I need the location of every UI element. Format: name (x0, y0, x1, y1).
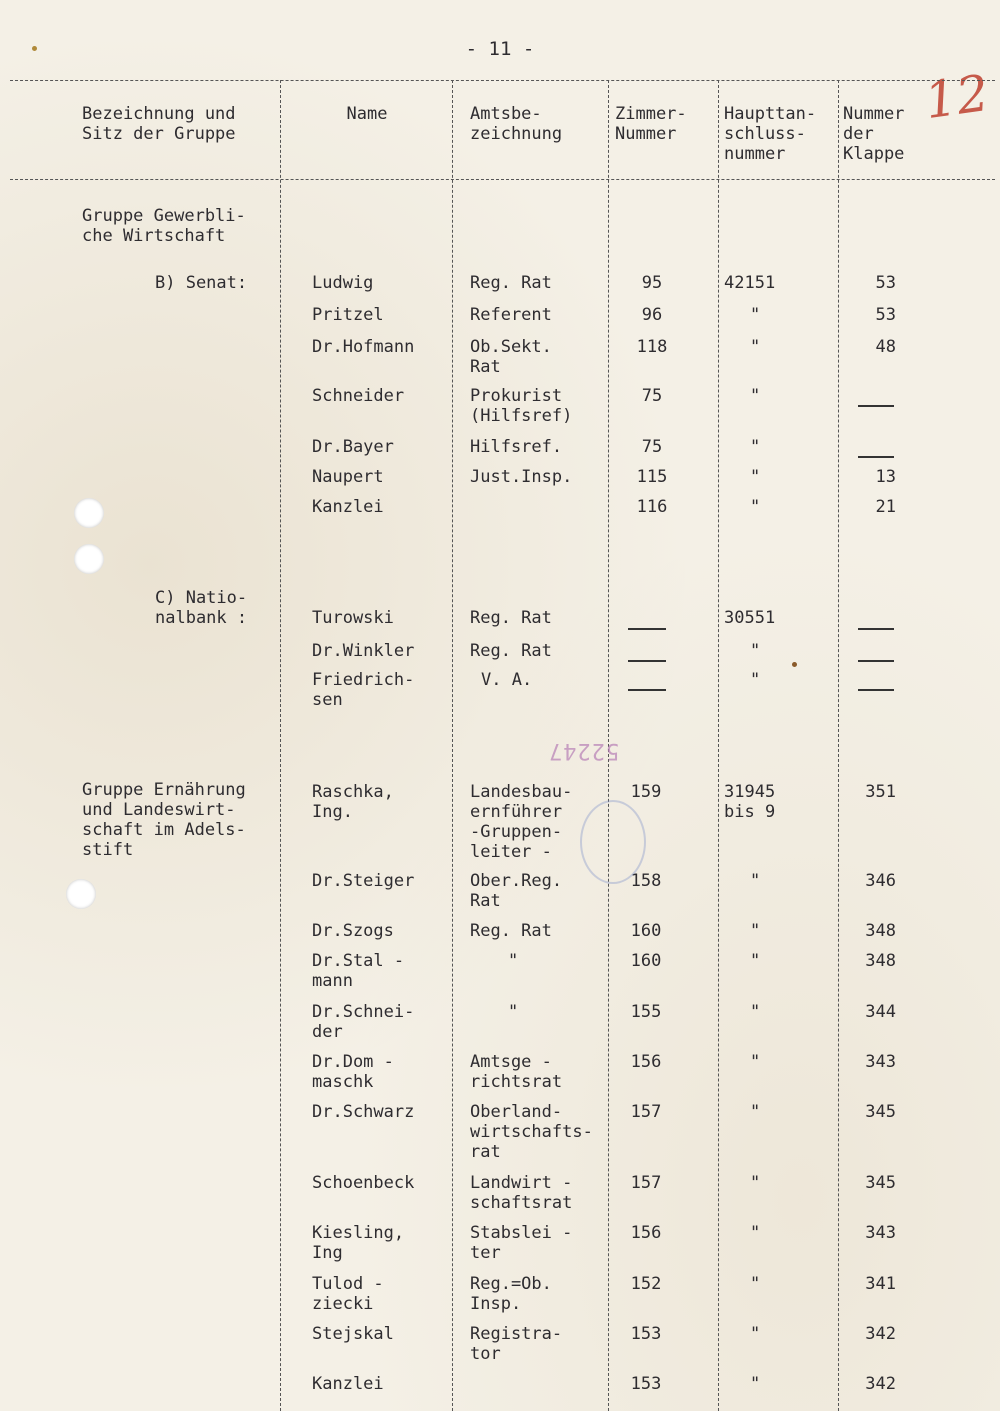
cell-extension: 341 (865, 1274, 896, 1294)
cell-title: Prokurist (Hilfsref) (470, 386, 573, 426)
cell-main-line: " (750, 641, 761, 661)
cell-main-line: " (750, 497, 761, 517)
cell-name: Schneider (312, 386, 405, 406)
cell-title: V. A. (481, 670, 533, 690)
cell-extension: 21 (875, 497, 896, 517)
cell-extension: 343 (865, 1052, 896, 1072)
cell-room: 156 (630, 1052, 662, 1072)
cell-name: Pritzel (312, 305, 384, 325)
empty-dash (858, 405, 894, 407)
cell-extension: 53 (875, 305, 896, 325)
cell-room: 75 (641, 386, 663, 406)
cell-name: Dr.Dom - maschk (312, 1052, 394, 1092)
section-senat: B) Senat: (155, 273, 248, 293)
cell-room: 96 (641, 305, 663, 325)
table-top-rule (10, 80, 995, 81)
cell-title: " (508, 951, 519, 971)
cell-extension: 342 (865, 1324, 896, 1344)
header-group: Bezeichnung und Sitz der Gruppe (82, 104, 236, 144)
cell-title: Oberland- wirtschafts- rat (470, 1102, 593, 1162)
cell-main-line: " (750, 1274, 761, 1294)
page-number: - 11 - (465, 38, 535, 60)
cell-extension: 343 (865, 1223, 896, 1243)
cell-title: Reg. Rat (470, 273, 552, 293)
header-main-line: Haupttan- schluss- nummer (724, 104, 817, 164)
cell-room: 153 (630, 1324, 662, 1344)
cell-title: " (508, 1002, 519, 1022)
cell-title: Landesbau- ernführer -Gruppen- leiter - (470, 782, 573, 862)
cell-title: Just.Insp. (470, 467, 573, 487)
cell-name: Schoenbeck (312, 1173, 415, 1193)
cell-extension: 342 (865, 1374, 896, 1394)
cell-room: 157 (630, 1173, 662, 1193)
cell-room: 116 (636, 497, 668, 517)
empty-dash (628, 689, 666, 691)
cell-name: Dr.Schwarz (312, 1102, 415, 1122)
cell-room: 156 (630, 1223, 662, 1243)
cell-room: 157 (630, 1102, 662, 1122)
cell-title: Amtsge - richtsrat (470, 1052, 563, 1092)
cell-title: Reg. Rat (470, 641, 552, 661)
cell-name: Dr.Hofmann (312, 337, 415, 357)
cell-title: Ob.Sekt. Rat (470, 337, 552, 377)
cell-name: Dr.Szogs (312, 921, 394, 941)
cell-main-line: " (750, 305, 761, 325)
cell-name: Friedrich- sen (312, 670, 415, 710)
cell-room: 118 (636, 337, 668, 357)
cell-name: Dr.Stal - mann (312, 951, 405, 991)
cell-title: Landwirt - schaftsrat (470, 1173, 573, 1213)
empty-dash (628, 628, 666, 630)
ink-spot (792, 662, 797, 667)
cell-main-line: " (750, 1002, 761, 1022)
column-divider-1 (280, 80, 281, 1411)
header-extension: Nummer der Klappe (843, 104, 905, 164)
punch-hole (74, 544, 104, 574)
cell-main-line: " (750, 951, 761, 971)
cell-extension: 351 (865, 782, 896, 802)
cell-name: Kanzlei (312, 497, 384, 517)
cell-title: Reg. Rat (470, 608, 552, 628)
cell-name: Naupert (312, 467, 384, 487)
cell-extension: 13 (875, 467, 896, 487)
cell-extension: 348 (865, 951, 896, 971)
section-ernaehrung: Gruppe Ernährung und Landeswirt- schaft im Adels- stift (82, 780, 246, 860)
section-nationalbank: C) Natio- nalbank : (155, 588, 248, 628)
purple-stamp-number: 52247 (548, 738, 620, 763)
cell-name: Turowski (312, 608, 394, 628)
cell-name: Tulod - ziecki (312, 1274, 384, 1314)
empty-dash (858, 689, 894, 691)
cell-name: Dr.Bayer (312, 437, 394, 457)
cell-room: 155 (630, 1002, 662, 1022)
cell-main-line: 42151 (724, 273, 776, 293)
header-bottom-rule (10, 179, 995, 180)
cell-name: Dr.Winkler (312, 641, 415, 661)
punch-hole (66, 879, 96, 909)
cell-title: Ober.Reg. Rat (470, 871, 563, 911)
cell-title: Stabslei - ter (470, 1223, 573, 1263)
cell-room: 160 (630, 951, 662, 971)
cell-main-line: 31945 bis 9 (724, 782, 776, 822)
cell-room: 95 (641, 273, 663, 293)
cell-room: 153 (630, 1374, 662, 1394)
cell-main-line: " (750, 337, 761, 357)
cell-room: 158 (630, 871, 662, 891)
cell-room: 152 (630, 1274, 662, 1294)
cell-main-line: 30551 (724, 608, 776, 628)
punch-hole (74, 498, 104, 528)
round-stamp (580, 800, 646, 884)
cell-title: Reg.=Ob. Insp. (470, 1274, 552, 1314)
empty-dash (858, 456, 894, 458)
header-name: Name (346, 104, 388, 124)
cell-main-line: " (750, 386, 761, 406)
cell-main-line: " (750, 1173, 761, 1193)
cell-room: 159 (630, 782, 662, 802)
cell-extension: 53 (875, 273, 896, 293)
cell-main-line: " (750, 1052, 761, 1072)
section-gewerbliche: Gruppe Gewerbli- che Wirtschaft (82, 206, 246, 246)
cell-main-line: " (750, 1374, 761, 1394)
cell-main-line: " (750, 1223, 761, 1243)
cell-extension: 345 (865, 1102, 896, 1122)
cell-extension: 344 (865, 1002, 896, 1022)
cell-main-line: " (750, 871, 761, 891)
cell-title: Hilfsref. (470, 437, 563, 457)
cell-title: Reg. Rat (470, 921, 552, 941)
staple-mark (32, 46, 37, 51)
header-room: Zimmer- Nummer (615, 104, 687, 144)
cell-extension: 346 (865, 871, 896, 891)
cell-title: Referent (470, 305, 552, 325)
cell-name: Raschka, Ing. (312, 782, 394, 822)
cell-main-line: " (750, 1102, 761, 1122)
cell-name: Dr.Steiger (312, 871, 415, 891)
cell-main-line: " (750, 437, 761, 457)
cell-room: 115 (636, 467, 668, 487)
cell-main-line: " (750, 921, 761, 941)
empty-dash (628, 660, 666, 662)
cell-extension: 345 (865, 1173, 896, 1193)
cell-room: 75 (641, 437, 663, 457)
cell-main-line: " (750, 1324, 761, 1344)
cell-name: Kanzlei (312, 1374, 384, 1394)
cell-main-line: " (750, 670, 761, 690)
handwritten-page-number: 12 (921, 63, 993, 131)
cell-extension: 348 (865, 921, 896, 941)
cell-name: Stejskal (312, 1324, 394, 1344)
header-title: Amtsbe- zeichnung (470, 104, 563, 144)
cell-room: 160 (630, 921, 662, 941)
cell-title: Registra- tor (470, 1324, 563, 1364)
column-divider-2 (452, 80, 453, 1411)
empty-dash (858, 628, 894, 630)
cell-main-line: " (750, 467, 761, 487)
cell-name: Kiesling, Ing (312, 1223, 405, 1263)
cell-name: Ludwig (312, 273, 374, 293)
cell-extension: 48 (875, 337, 896, 357)
empty-dash (858, 660, 894, 662)
column-divider-4 (718, 80, 719, 1411)
cell-name: Dr.Schnei- der (312, 1002, 415, 1042)
